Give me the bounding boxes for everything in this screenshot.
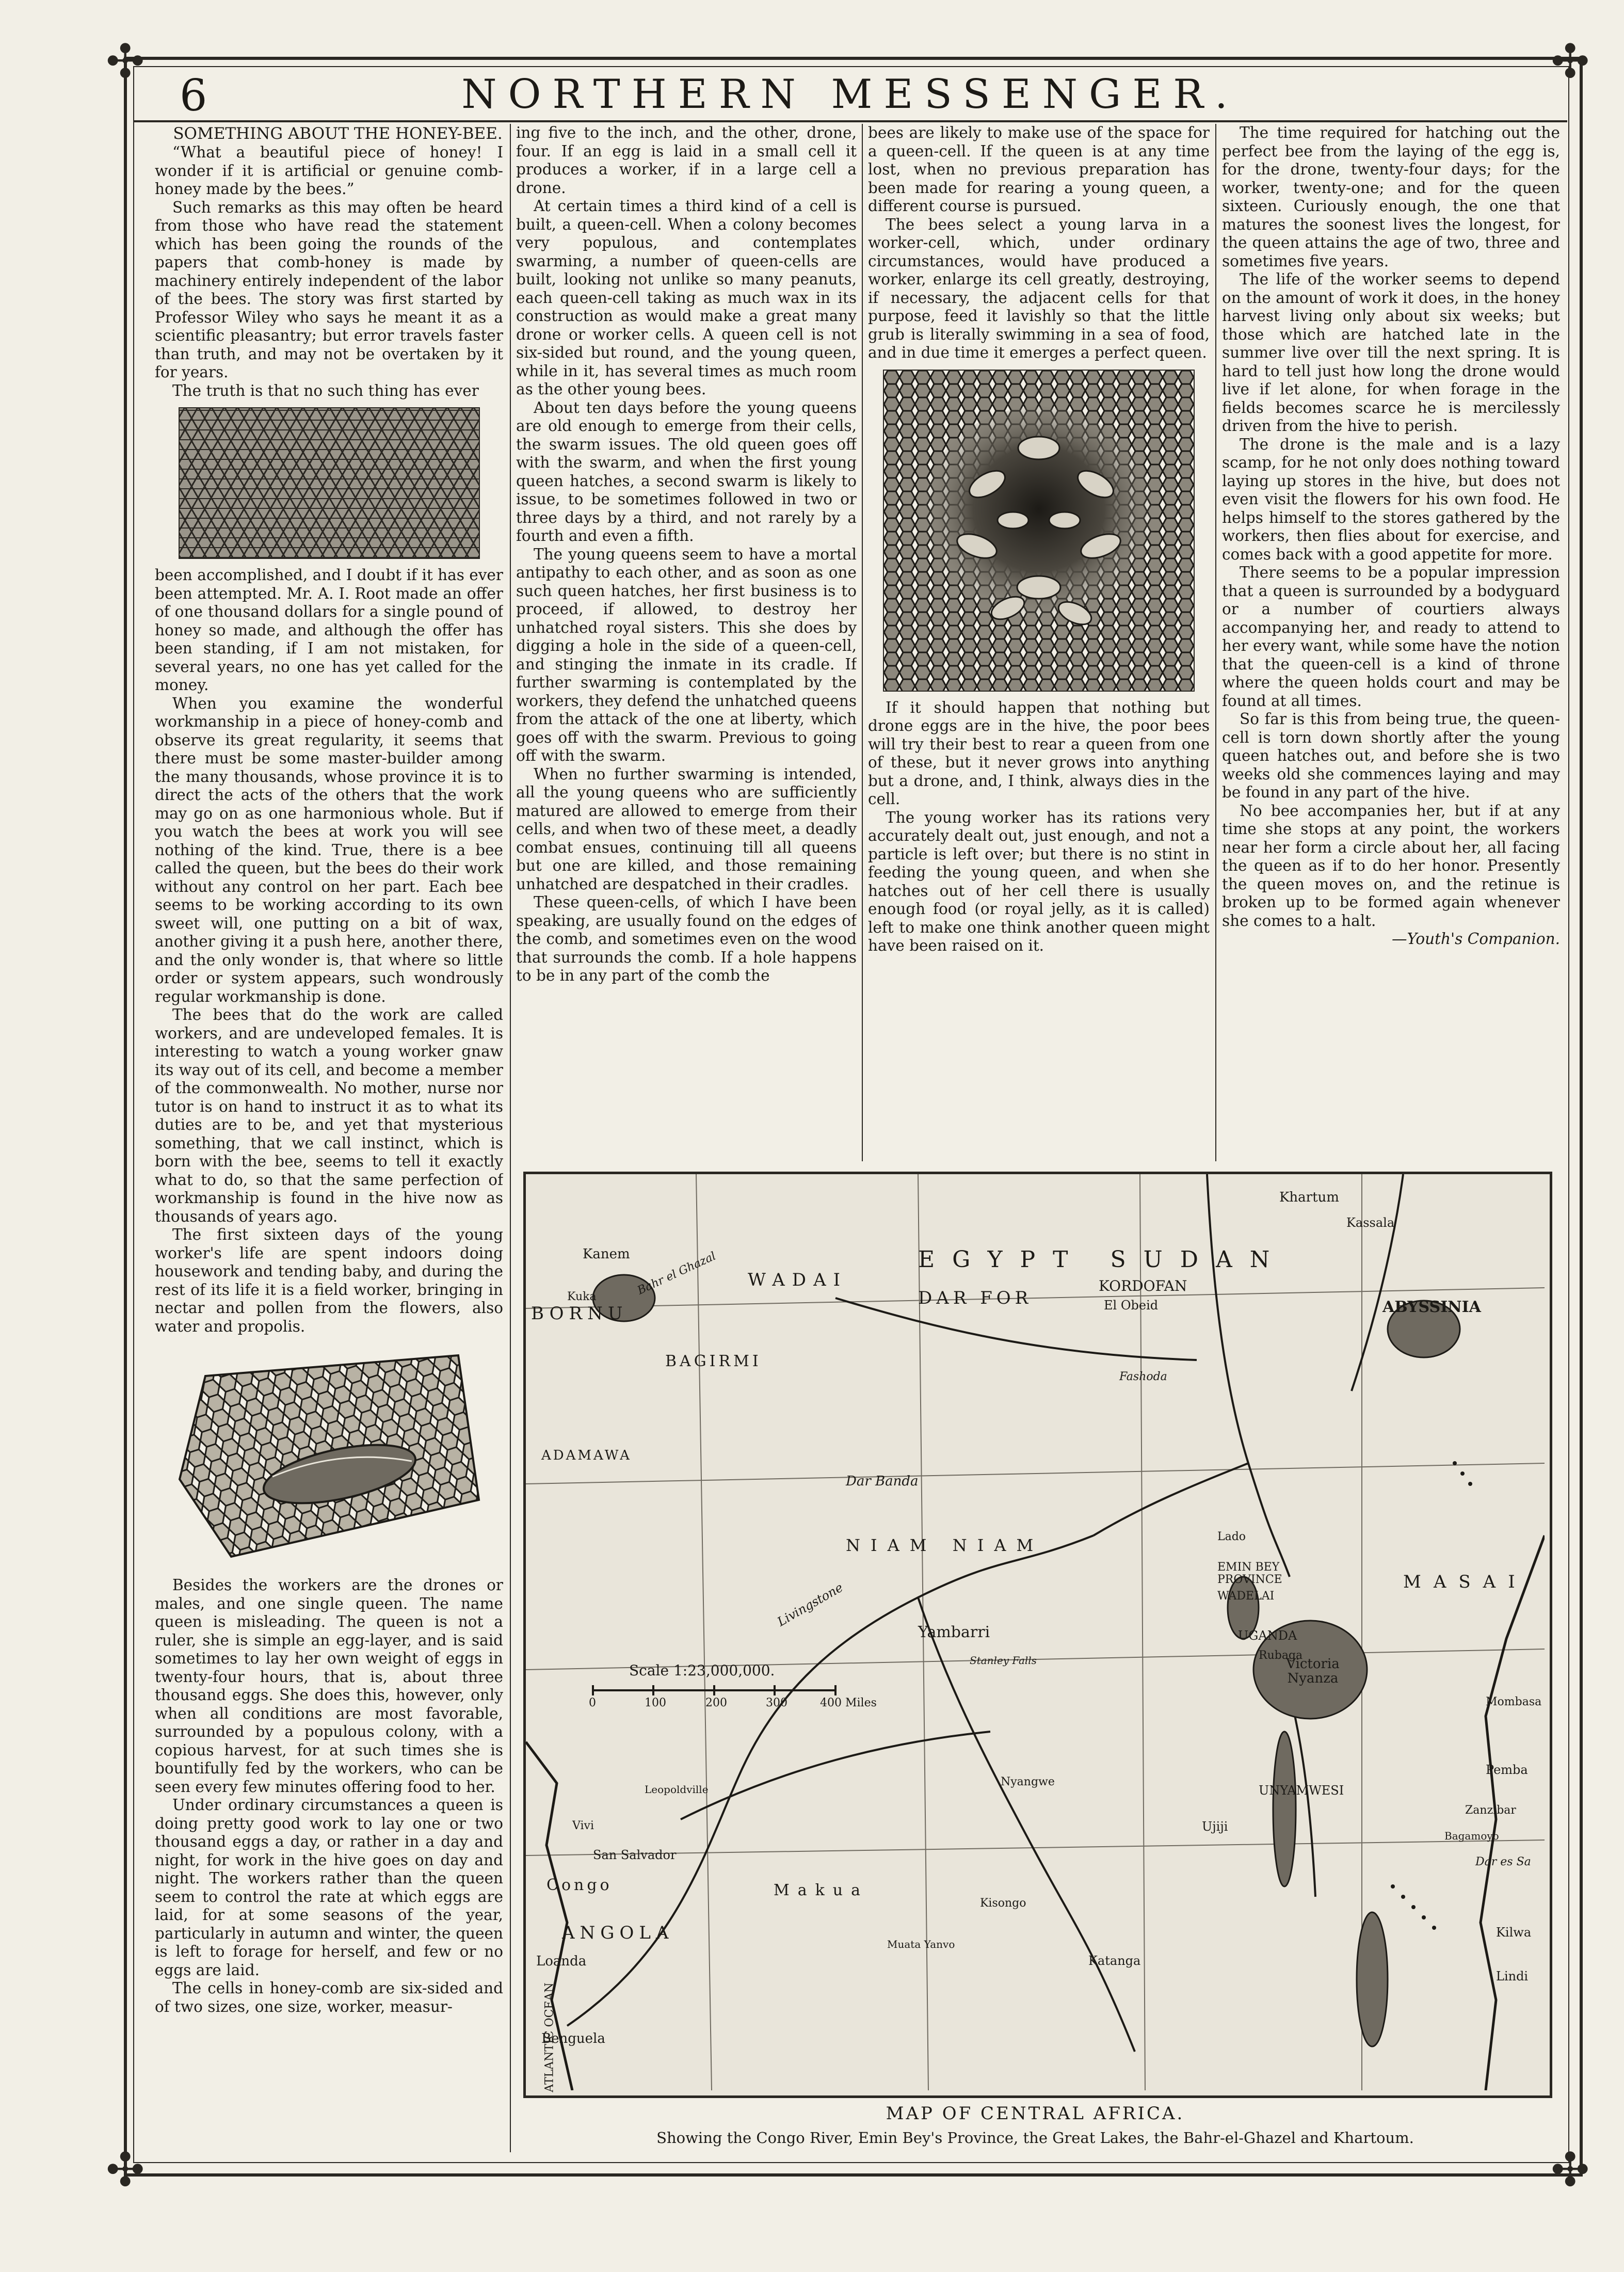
map-label-place: Leopoldville (645, 1783, 709, 1796)
paragraph: Such remarks as this may often be heard from those who have read the statement which has been going the rounds of the papers that comb-honey is made by machinery entirely independent of the labor of the bees. The story was first started by Professor Wiley who says he meant it as a scientific pleasantry; but error travels faster than truth, and may not be overtaken by it for years. (155, 198, 503, 381)
column-rule-3 (1215, 124, 1216, 1161)
article-source: —Youth's Companion. (1392, 930, 1560, 948)
map-label-place: Kassala (1346, 1215, 1395, 1230)
map-label-place: Rubaga (1259, 1649, 1303, 1662)
map-label-region: MASAI (1403, 1572, 1527, 1592)
map-label-place: Bagamoyo (1444, 1830, 1499, 1842)
column-2 (516, 124, 857, 1161)
map-label-region: EGYPT SUDAN (918, 1246, 1288, 1273)
map-label-region: UNYAMWESI (1259, 1783, 1344, 1798)
paragraph: About ten days before the young queens are old enough to emerge from their cells, the swarm issues. The old queen goes off with the swarm, and when the first young queen hatches, a second swarm is likely to issue, to be sometimes followed in two or three days by a third, and not rarely by a fourth and even a fifth. (516, 398, 857, 545)
map-label-region: WADELAI (1217, 1590, 1275, 1603)
paragraph: The young worker has its rations very accurately dealt out, just enough, and not a particle is left over; but there is no stint in feeding the young queen, and when she hatches out of her cell there is usually enough food (or royal jelly, as it is called) left to make one think another queen might have been raised on it. (868, 808, 1210, 954)
map-label-place: Dar Banda (846, 1474, 919, 1489)
map-label-place: Lindi (1496, 1969, 1529, 1983)
map-label-region: ADAMAWA (541, 1448, 632, 1463)
map-label-place: Muata Yanvo (887, 1938, 955, 1950)
map-scale: Scale 1:23,000,000. (629, 1662, 775, 1679)
map-label-region: WADAI (748, 1270, 848, 1290)
map-label-region: UGANDA (1238, 1628, 1297, 1643)
map-label-place: El Obeid (1104, 1298, 1159, 1313)
paragraph: The truth is that no such thing has ever (172, 381, 479, 399)
paragraph: The cells in honey-comb are six-sided and of two sizes, one size, worker, measur- (155, 1979, 503, 2015)
paragraph: The time required for hatching out the perfect bee from the laying of the egg is, for the drone, twenty-four days; for the worker, twenty-one; and for the queen sixteen. Curiously enough, the one that matures the soonest lives the longest, for the queen attains the age of two, three and sometimes five years. (1222, 124, 1560, 270)
column-4 (1222, 124, 1560, 1161)
paragraph: The bees select a young larva in a worker-cell, which, under ordinary circumstances, would have produced a worker, enlarge its cell greatly, destroying, if necessary, the adjacent cells for that purpose, feed it lavishly so that the little grub is literally swimming in a sea of food, and in due time it emerges a perfect queen. (868, 215, 1210, 361)
map-scale-tick: 300 (766, 1697, 787, 1709)
paragraph: The bees that do the work are called workers, and are undeveloped females. It is interesting to watch a young worker gnaw its way out of its cell, and become a member of the commonwealth. No mother, nurse nor tutor is on hand to instruct it as to what its duties are to be, and yet that mysterious something, that we call instinct, which is born with the bee, seems to tell it exactly what to do, so that the same perfection of workmanship is found in the hive now as thousands of years ago. (155, 1006, 503, 1225)
article-title: SOMETHING ABOUT THE HONEY-BEE. (173, 124, 503, 143)
corner-ornament-bottom-right: ✣ (1551, 2143, 1590, 2197)
paragraph: No bee accompanies her, but if at any time she stops at any point, the workers near her form a circle about her, all facing the queen as if to do her honor. Presently the queen moves on, and the retinue is broken up to be formed again whenever she comes to a halt. (1222, 802, 1560, 930)
map-label-region: BORNU (531, 1303, 628, 1324)
paragraph: The first sixteen days of the young worker's life are spent indoors doing housework and tending baby, and during the rest of its life it is a field worker, bringing in nectar and pollen from the flowers, also water and propolis. (155, 1226, 503, 1335)
map-label-river: Bahr el Ghazal (635, 1250, 718, 1298)
paragraph: At certain times a third kind of a cell is built, a queen-cell. When a colony becomes very populous, and contemplates swarming, a number of queen-cells are built, looking not unlike so many peanuts, each queen-cell taking as much wax in its construction as would make a great many drone or worker cells. A queen cell is not six-sided but round, and the young queen, while in it, has several times as much room as the other young bees. (516, 197, 857, 398)
map-label-river: Livingstone (775, 1580, 846, 1629)
paragraph: The life of the worker seems to depend on the amount of work it does, in the honey harvest living only about six weeks; but those which are hatched late in the summer live over till the next spring. It is hard to tell just how long the drone would live if let alone, for when forage in the fields becomes scarce he is mercilessly driven from the hive to perish. (1222, 270, 1560, 435)
map-label-place: Nyangwe (1001, 1775, 1055, 1788)
paragraph: bees are likely to make use of the space for a queen-cell. If the queen is at any time lost, when no previous preparation has been made for rearing a young queen, a different course is pursued. (868, 124, 1210, 215)
map-subtitle: Showing the Congo River, Emin Bey's Province, the Great Lakes, the Bahr-el-Ghazel and Khartoum. (656, 2129, 1414, 2147)
paragraph: “What a beautiful piece of honey! I wonder if it is artificial or genuine comb-honey made by the bees.” (155, 143, 503, 198)
map-title: MAP OF CENTRAL AFRICA. (886, 2103, 1185, 2124)
corner-ornament-top-left: ✣ (106, 35, 145, 89)
paragraph: So far is this from being true, the queen-cell is torn down shortly after the young queen hatches out, and before she is two weeks old she commences laying and may be found in any part of the hive. (1222, 710, 1560, 801)
map-label-region: NIAM NIAM (846, 1535, 1044, 1555)
map-label-place: Khartum (1279, 1190, 1339, 1205)
map-label-region: ABYSSINIA (1382, 1298, 1481, 1316)
column-1 (155, 124, 503, 2152)
map-central-africa (523, 1172, 1552, 2098)
paragraph: The drone is the male and is a lazy scamp, for he not only does nothing toward laying up stores in the hive, but does not even visit the flowers for his own food. He helps himself to the stores gathered by the workers, then flies about for exercise, and comes back with a good appetite for more. (1222, 435, 1560, 563)
map-label-place: San Salvador (593, 1848, 677, 1862)
map-label-region: KORDOFAN (1099, 1277, 1187, 1294)
map-label-place: Vivi (572, 1819, 594, 1832)
map-label-lake: Victoria Nyanza (1286, 1656, 1340, 1686)
map-label-region: Congo (546, 1876, 613, 1894)
paragraph: These queen-cells, of which I have been speaking, are usually found on the edges of the comb, and sometimes even on the wood that surrounds the comb. If a hole happens to be in any part of the comb the (516, 893, 857, 984)
map-scale-tick: 400 Miles (820, 1697, 877, 1709)
paragraph: When no further swarming is intended, all the young queens who are sufficiently matured are allowed to emerge from their cells, and when two of these meet, a deadly combat ensues, continuing till all queens but one are killed, and those remaining unhatched are despatched in their cradles. (516, 765, 857, 893)
column-rule-2 (862, 124, 863, 1161)
paragraph: If it should happen that nothing but drone eggs are in the hive, the poor bees will try their best to rear a queen from one of these, but it never grows into anything but a drone, and, I think, always dies in the cell. (868, 698, 1210, 808)
map-label-place: Fashoda (1119, 1370, 1167, 1383)
map-label-ocean: ATLANTIC OCEAN (543, 1982, 556, 2092)
queen-bee-cluster-illustration (883, 370, 1195, 692)
map-label-place: Mombasa (1486, 1695, 1542, 1708)
paragraph: The young queens seem to have a mortal antipathy to each other, and as soon as one such queen hatches, her first business is to proceed, if allowed, to destroy her unhatched royal sisters. This she does by digging a hole in the side of a queen-cell, and stinging the inmate in its cradle. If further swarming is contemplated by the workers, they defend the unhatched queens from the attack of the one at liberty, which goes off with the swarm. Previous to going off with the swarm. (516, 545, 857, 764)
masthead: NORTHERN MESSENGER. (461, 71, 1239, 118)
map-label-place: Kuka (567, 1290, 597, 1303)
map-label-place: Lado (1217, 1530, 1246, 1543)
map-label-place: Pemba (1486, 1763, 1528, 1777)
map-label-place: Stanley Falls (970, 1654, 1037, 1667)
paragraph: ing five to the inch, and the other, drone, four. If an egg is laid in a small cell it produces a worker, if in a large cell a drone. (516, 124, 857, 197)
map-label-place: Benguela (541, 2031, 605, 2046)
paragraph: Besides the workers are the drones or males, and one single queen. The name queen is misleading. The queen is not a ruler, she is simple an egg-layer, and is said sometimes to lay her own weight of eggs in twenty-four hours, that is, about three thousand eggs. She does this, however, only when all conditions are most favorable, surrounded by a populous colony, with a copious harvest, for at such times she is bountifully fed by the workers, who can be seen every few minutes offering food to her. (155, 1576, 503, 1796)
map-label-place: Kilwa (1496, 1925, 1532, 1940)
map-label-place: Ujiji (1202, 1819, 1228, 1834)
map-scale-tick: 200 (705, 1697, 727, 1709)
paragraph: When you examine the wonderful workmanship in a piece of honey-comb and observe its great regularity, it seems that there must be some master-builder among the many thousands, whose province it is to direct the acts of the others that the work may go on as one harmonious whole. But if you watch the bees at work you will see nothing of the kind. True, there is a bee called the queen, but the bees do their work without any control on her part. Each bee seems to be working according to its own sweet will, one putting on a bit of wax, another giving it a push here, another there, and the only wonder is, that where so little order or system appears, such wondrously regular workmanship is done. (155, 694, 503, 1005)
map-label-place: Dar es Sa (1475, 1855, 1531, 1868)
map-label-region: ANGOLA (562, 1923, 674, 1943)
map-label-place: Kisongo (980, 1897, 1026, 1910)
paragraph: There seems to be a popular impression that a queen is surrounded by a bodyguard or a number of courtiers always accompanying her, and ready to attend to her every want, while some have the notion that the queen-cell is a kind of throne where the queen holds court and may be found at all times. (1222, 564, 1560, 710)
map-label-place: Katanga (1088, 1954, 1141, 1968)
map-label-region: DAR FOR (918, 1288, 1033, 1308)
queen-cell-comb-illustration (169, 1345, 489, 1567)
corner-ornament-bottom-left: ✣ (106, 2143, 145, 2197)
paragraph: Under ordinary circumstances a queen is doing pretty good work to lay one or two thousand eggs a day, or rather in a day and night, for work in the hive goes on day and night. The workers rather than the queen seem to control the rate at which eggs are laid, for at some seasons of the year, particularly in autumn and winter, the queen is left to forage for herself, and few or no eggs are laid. (155, 1796, 503, 1979)
map-caption (523, 2103, 1547, 2147)
column-rule-1 (510, 124, 511, 2152)
map-label-region: EMIN BEY PROVINCE (1217, 1561, 1282, 1586)
column-3 (868, 124, 1210, 1161)
map-label-place: Makua (774, 1881, 869, 1899)
map-scale-tick: 100 (645, 1697, 666, 1709)
map-label-place: Loanda (536, 1954, 587, 1969)
map-scale-tick: 0 (589, 1697, 596, 1709)
corner-ornament-top-right: ✣ (1551, 35, 1590, 89)
page-number: 6 (180, 70, 207, 121)
map-label-place: Yambarri (918, 1623, 990, 1641)
page-header (133, 66, 1567, 122)
honeycomb-illustration (179, 407, 480, 559)
map-label-place: Kanem (583, 1246, 630, 1262)
map-label-place: Zanzibar (1465, 1804, 1516, 1817)
map-label-region: BAGIRMI (665, 1352, 762, 1370)
paragraph: been accomplished, and I doubt if it has ever been attempted. Mr. A. I. Root made an offer of one thousand dollars for a single pound of honey so made, and although the offer has been standing, if I am not mistaken, for several years, no one has yet called for the money. (155, 566, 503, 694)
